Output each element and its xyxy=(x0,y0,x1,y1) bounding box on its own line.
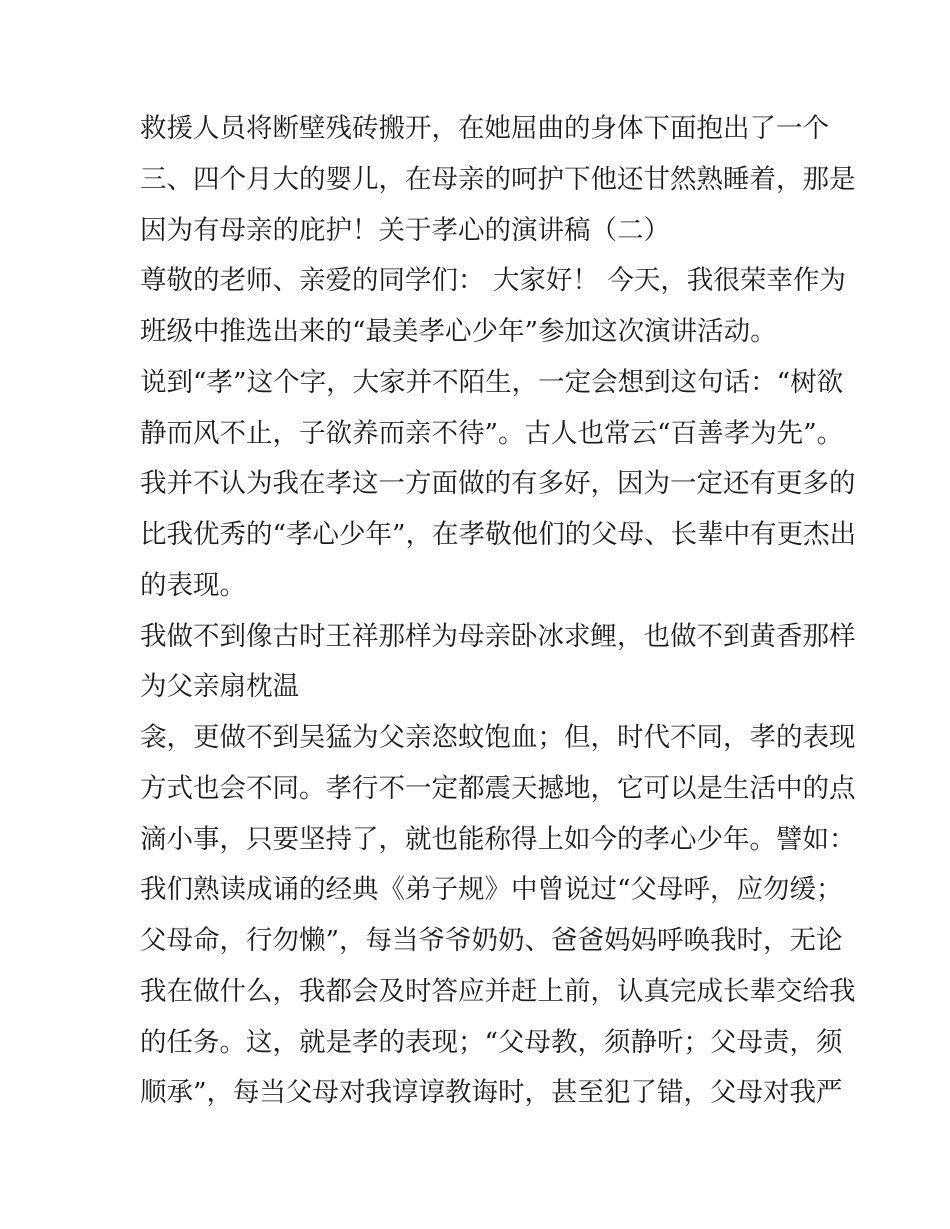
text-line: 尊敬的老师、亲爱的同学们： 大家好！ 今天，我很荣幸作为 xyxy=(140,265,846,297)
text-line: 的表现。 xyxy=(140,569,246,601)
text-line: 班级中推选出来的“最美孝心少年”参加这次演讲活动。 xyxy=(140,316,777,347)
text-line: 的任务。这，就是孝的表现；“父母教，须静听；父母责，须 xyxy=(140,1026,843,1058)
text-line: 说到“孝”这个字，大家并不陌生，一定会想到这句话：“树欲 xyxy=(140,366,844,398)
text-line: 滴小事，只要坚持了，就也能称得上如今的孝心少年。譬如： xyxy=(140,823,856,855)
document-body xyxy=(140,104,857,1119)
text-line: 方式也会不同。孝行不一定都震天撼地，它可以是生活中的点 xyxy=(140,772,856,804)
text-line: 父母命，行勿懒”，每当爷爷奶奶、爸爸妈妈呼唤我时，无论 xyxy=(140,925,843,956)
text-line: 我做不到像古时王祥那样为母亲卧冰求鲤，也做不到黄香那样 xyxy=(140,620,856,652)
text-line: 我在做什么，我都会及时答应并赶上前，认真完成长辈交给我 xyxy=(140,975,856,1007)
text-line: 因为有母亲的庇护！关于孝心的演讲稿（二） xyxy=(140,214,670,246)
text-line: 三、四个月大的婴儿，在母亲的呵护下他还甘然熟睡着，那是 xyxy=(140,163,856,195)
text-line: 顺承”，每当父母对我谆谆教诲时，甚至犯了错，父母对我严 xyxy=(140,1077,843,1109)
text-line: 比我优秀的“孝心少年”，在孝敬他们的父母、长辈中有更杰出 xyxy=(140,519,857,550)
text-line: 静而风不止，子欲养而亲不待”。古人也常云“百善孝为先”。 xyxy=(140,417,844,449)
text-line: 为父亲扇枕温 xyxy=(140,671,299,703)
text-line: 我并不认为我在孝这一方面做的有多好，因为一定还有更多的 xyxy=(140,468,856,500)
text-line: 衾，更做不到吴猛为父亲恣蚊饱血；但，时代不同，孝的表现 xyxy=(140,722,856,753)
text-line: 救援人员将断壁残砖搬开，在她屈曲的身体下面抱出了一个 xyxy=(140,113,829,144)
text-line: 我们熟读成诵的经典《弟子规》中曾说过“父母呼，应勿缓； xyxy=(140,874,843,906)
